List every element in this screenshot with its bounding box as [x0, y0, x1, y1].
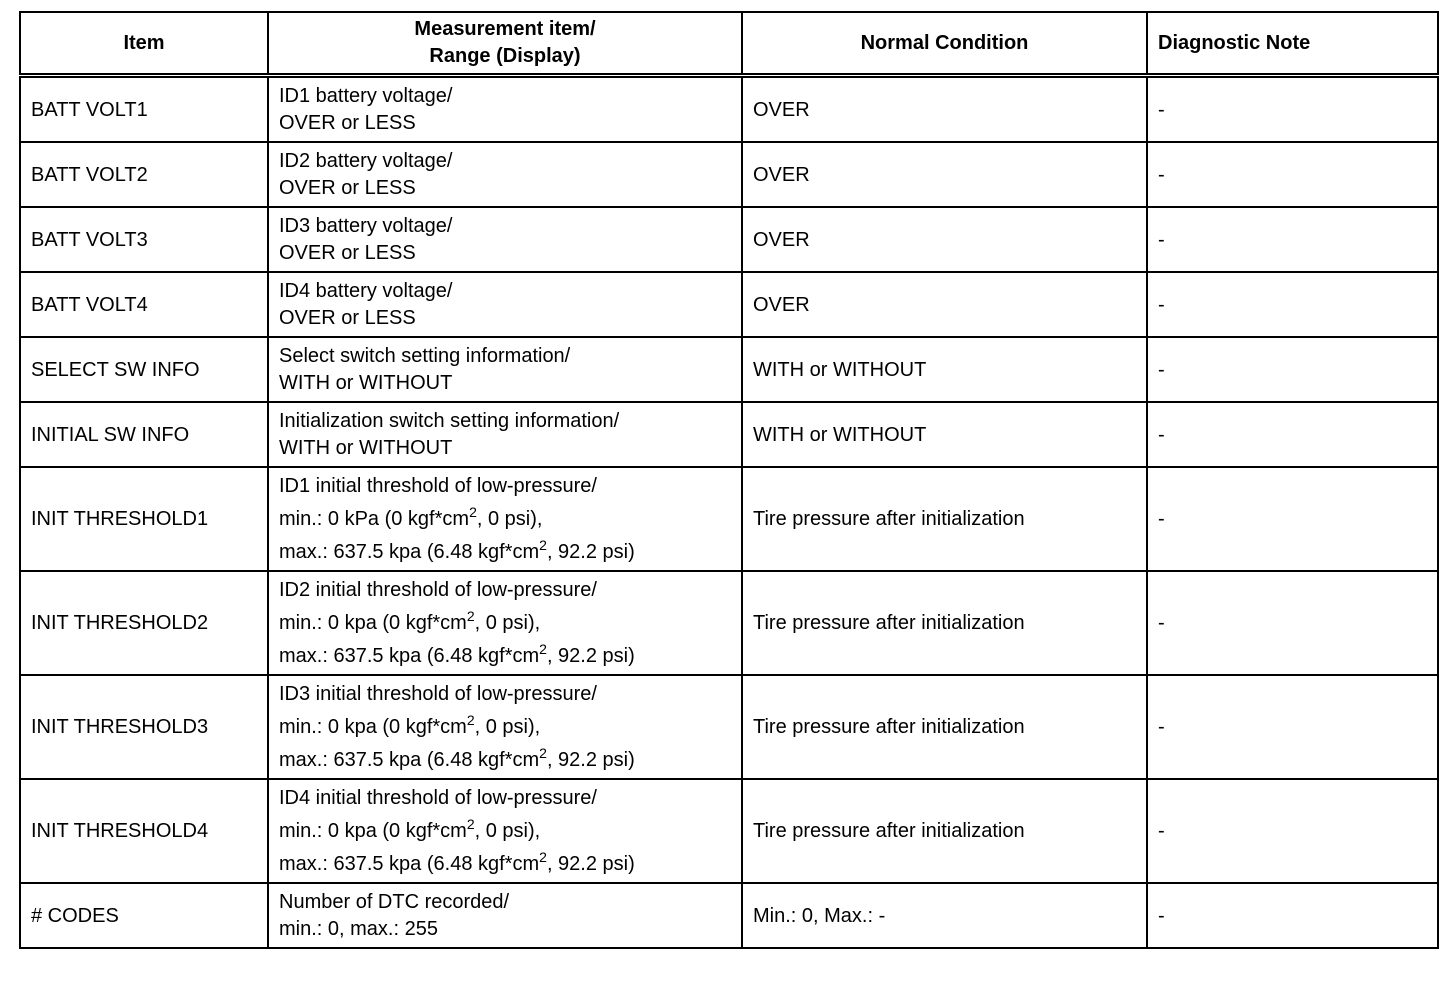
cell-note: -	[1147, 779, 1438, 883]
superscript: 2	[466, 711, 475, 728]
range-text: , 0 psi),	[476, 507, 543, 530]
table-row	[20, 675, 1438, 779]
cell-item: BATT VOLT2	[20, 142, 268, 207]
cell-normal: OVER	[742, 207, 1147, 272]
table-row	[20, 272, 1438, 337]
cell-range	[268, 675, 742, 779]
range-line: WITH or WITHOUT	[279, 436, 453, 459]
range-line: OVER or LESS	[279, 306, 416, 329]
range-text: min.: 0 kpa (0 kgf*cm	[279, 819, 467, 842]
cell-range	[268, 402, 742, 467]
data-list-table	[19, 11, 1439, 949]
cell-normal: Tire pressure after initialization	[742, 467, 1147, 571]
range-text: max.: 637.5 kpa (6.48 kgf*cm	[279, 540, 540, 563]
range-line: min.: 0, max.: 255	[279, 917, 438, 940]
range-line	[279, 744, 731, 777]
table-row	[20, 207, 1438, 272]
range-line: OVER or LESS	[279, 111, 416, 134]
cell-range	[268, 207, 742, 272]
range-line: ID2 initial threshold of low-pressure/	[279, 578, 597, 601]
cell-item: INIT THRESHOLD4	[20, 779, 268, 883]
range-line	[279, 607, 731, 640]
cell-normal: Min.: 0, Max.: -	[742, 883, 1147, 948]
cell-note: -	[1147, 571, 1438, 675]
cell-normal: OVER	[742, 142, 1147, 207]
range-text: min.: 0 kPa (0 kgf*cm	[279, 507, 470, 530]
superscript: 2	[466, 815, 475, 832]
table-row	[20, 76, 1438, 143]
header-range	[268, 12, 742, 76]
range-line	[279, 848, 731, 881]
range-text: , 92.2 psi)	[546, 748, 635, 771]
range-line: Number of DTC recorded/	[279, 890, 510, 913]
cell-range	[268, 272, 742, 337]
table-row	[20, 571, 1438, 675]
range-text: , 92.2 psi)	[546, 852, 635, 875]
header-range-line2: Range (Display)	[429, 45, 581, 67]
range-line: ID3 initial threshold of low-pressure/	[279, 682, 597, 705]
table-row	[20, 337, 1438, 402]
range-text: max.: 637.5 kpa (6.48 kgf*cm	[279, 748, 540, 771]
range-text: , 0 psi),	[474, 715, 541, 738]
range-line: ID4 initial threshold of low-pressure/	[279, 786, 597, 809]
superscript: 2	[539, 536, 547, 553]
cell-item: BATT VOLT4	[20, 272, 268, 337]
table-row	[20, 402, 1438, 467]
cell-note: -	[1147, 402, 1438, 467]
cell-note: -	[1147, 337, 1438, 402]
superscript: 2	[539, 744, 547, 761]
superscript: 2	[466, 607, 475, 624]
range-line	[279, 536, 731, 569]
superscript: 2	[539, 640, 547, 657]
range-line: WITH or WITHOUT	[279, 371, 453, 394]
cell-note: -	[1147, 883, 1438, 948]
cell-item: INITIAL SW INFO	[20, 402, 268, 467]
cell-note: -	[1147, 272, 1438, 337]
cell-normal: OVER	[742, 272, 1147, 337]
table-row	[20, 779, 1438, 883]
table-row	[20, 467, 1438, 571]
range-text: max.: 637.5 kpa (6.48 kgf*cm	[279, 852, 540, 875]
range-text: min.: 0 kpa (0 kgf*cm	[279, 715, 467, 738]
range-line: ID3 battery voltage/	[279, 214, 453, 237]
range-line: OVER or LESS	[279, 176, 416, 199]
cell-item: INIT THRESHOLD1	[20, 467, 268, 571]
range-line	[279, 711, 731, 744]
cell-item: # CODES	[20, 883, 268, 948]
cell-normal: OVER	[742, 76, 1147, 143]
range-text: min.: 0 kpa (0 kgf*cm	[279, 611, 467, 634]
table-header-row	[20, 12, 1438, 76]
table-row	[20, 883, 1438, 948]
range-line: ID1 battery voltage/	[279, 84, 453, 107]
range-text: , 0 psi),	[474, 819, 541, 842]
cell-range	[268, 571, 742, 675]
cell-range	[268, 337, 742, 402]
cell-range	[268, 779, 742, 883]
superscript: 2	[539, 848, 547, 865]
header-normal: Normal Condition	[742, 12, 1147, 76]
cell-normal: WITH or WITHOUT	[742, 337, 1147, 402]
superscript: 2	[469, 503, 477, 520]
range-text: , 0 psi),	[474, 611, 541, 634]
header-note: Diagnostic Note	[1147, 12, 1438, 76]
cell-item: INIT THRESHOLD3	[20, 675, 268, 779]
cell-note: -	[1147, 675, 1438, 779]
range-text: , 92.2 psi)	[546, 540, 635, 563]
cell-normal: Tire pressure after initialization	[742, 779, 1147, 883]
cell-normal: WITH or WITHOUT	[742, 402, 1147, 467]
range-line	[279, 640, 731, 673]
range-line: Initialization switch setting information/	[279, 409, 620, 432]
cell-range	[268, 883, 742, 948]
cell-note: -	[1147, 207, 1438, 272]
cell-note: -	[1147, 142, 1438, 207]
range-line: Select switch setting information/	[279, 344, 571, 367]
cell-item: SELECT SW INFO	[20, 337, 268, 402]
range-line	[279, 815, 731, 848]
header-item: Item	[20, 12, 268, 76]
cell-note: -	[1147, 467, 1438, 571]
table-row	[20, 142, 1438, 207]
cell-range	[268, 76, 742, 143]
range-line: OVER or LESS	[279, 241, 416, 264]
cell-range	[268, 467, 742, 571]
cell-range	[268, 142, 742, 207]
cell-item: INIT THRESHOLD2	[20, 571, 268, 675]
range-line: ID2 battery voltage/	[279, 149, 453, 172]
header-range-line1: Measurement item/	[414, 18, 596, 40]
range-text: , 92.2 psi)	[546, 644, 635, 667]
range-text: max.: 637.5 kpa (6.48 kgf*cm	[279, 644, 540, 667]
cell-normal: Tire pressure after initialization	[742, 675, 1147, 779]
cell-note: -	[1147, 76, 1438, 143]
range-line: ID1 initial threshold of low-pressure/	[279, 474, 597, 497]
cell-item: BATT VOLT1	[20, 76, 268, 143]
range-line: ID4 battery voltage/	[279, 279, 453, 302]
range-line	[279, 503, 731, 536]
cell-normal: Tire pressure after initialization	[742, 571, 1147, 675]
cell-item: BATT VOLT3	[20, 207, 268, 272]
